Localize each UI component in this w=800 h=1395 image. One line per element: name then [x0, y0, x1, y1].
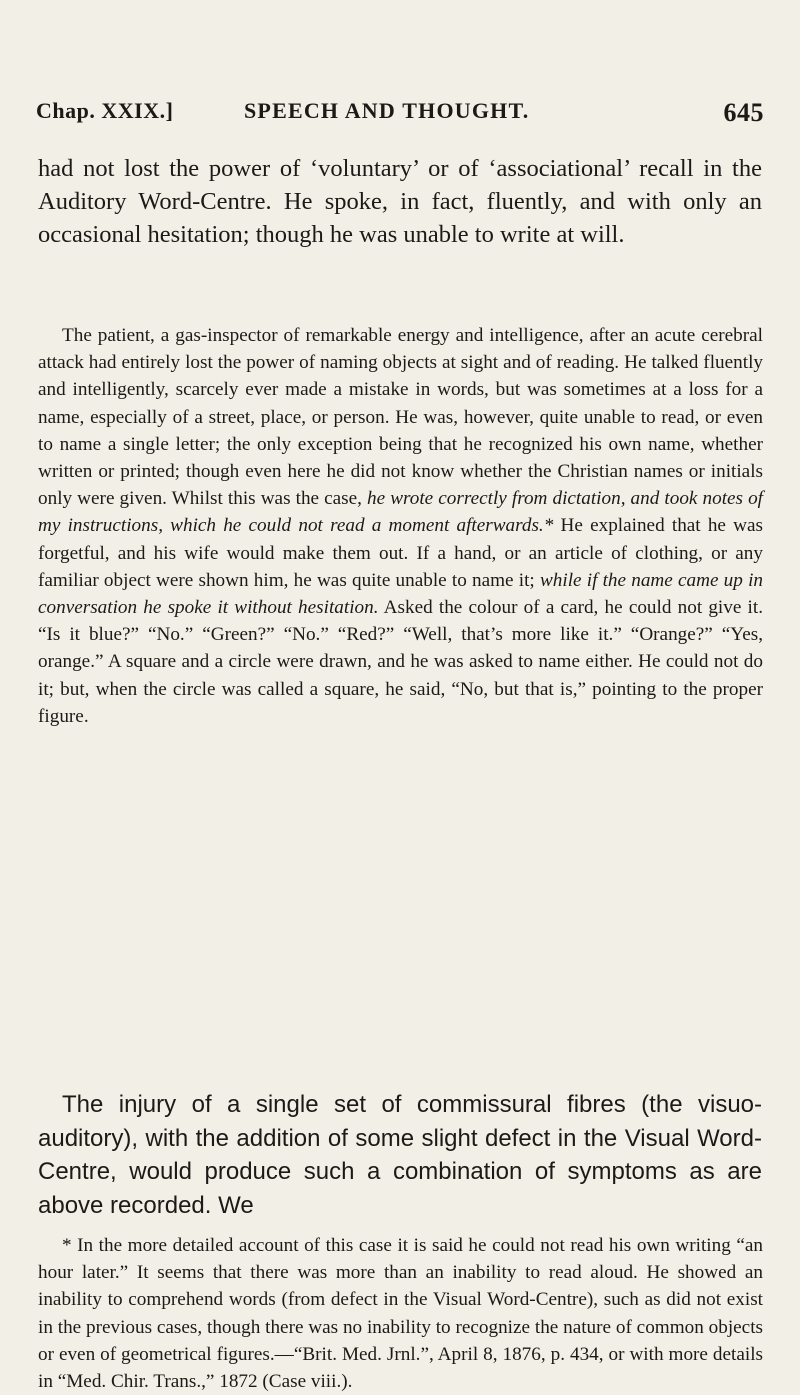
- case-italic-2: while if the name came up in conversation he spoke it without hesitation.: [38, 569, 763, 619]
- running-header: [36, 98, 764, 130]
- case-paragraph: [38, 322, 763, 730]
- commentary-paragraph: The injury of a single set of commissural fibres (the visuo-auditory), with the addition of some slight defect in the Visual Word-Centre, would produce such a combination of symptoms as are above recorded. We: [38, 1091, 762, 1219]
- running-title: SPEECH AND THOUGHT.: [244, 98, 530, 123]
- paragraph-continued: had not lost the power of ‘voluntary’ or of ‘associational’ recall in the Auditory Word-Centre. He spoke, in fact, fluently, and with only an occasional hesitation; though he was unable to write at will.: [38, 155, 762, 248]
- case-italic-1: he wrote correctly from dictation, and took notes of my instructions, which he could not read a moment afterwards.*: [38, 488, 764, 537]
- chapter-label: Chap. XXIX.]: [36, 98, 174, 123]
- footnote: * In the more detailed account of this case it is said he could not read his own writing “an hour later.” It seems that there was more than an inability to read aloud. He showed an inability to comprehend words (from defect in the Visual Word-Centre), such as did not exist in the previous cases, though there was no inability to recognize the nature of common objects or even of geometrical figures.—“Brit. Med. Jrnl.”, April 8, 1876, p. 434, or with more details in “Med. Chir. Trans.,” 1872 (Case viii.).: [38, 1235, 763, 1393]
- case-text-3: Asked the colour of a card, he could not give it. “Is it blue?” “No.” “Green?” “No.” “Red?” “Well, that’s more like it.” “Orange?” “Yes, orange.” A square and a circle were drawn, and he was asked to name either. He could not do it; but, when the circle was called a square, he said, “No, but that is,” pointing to the proper figure.: [38, 597, 763, 727]
- page-number: 645: [723, 98, 764, 127]
- case-text-1: The patient, a gas-inspector of remarkable energy and intelligence, after an acute cerebral attack had entirely lost the power of naming objects at sight and of reading. He talked fluently and intelligently, scarcely ever made a mistake in words, but was sometimes at a loss for a name, especially of a street, place, or person. He was, however, quite unable to read, or even to name a single letter; the only exception being that he recognized his own name, whether written or printed; though even here he did not know whether the Christian names or initials only were given. Whilst this was the case,: [38, 325, 763, 510]
- case-text-2: He explained that he was forgetful, and his wife would make them out. If a hand, or an article of clothing, or any familiar object were shown him, he was quite unable to name it;: [38, 515, 763, 591]
